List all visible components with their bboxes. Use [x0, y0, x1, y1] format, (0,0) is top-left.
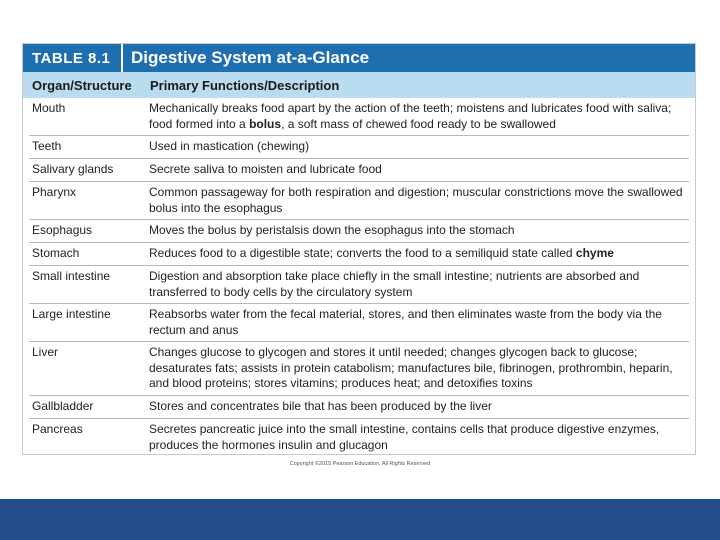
table-row [29, 159, 689, 182]
organ-description: Secrete saliva to moisten and lubricate food [149, 162, 382, 176]
table-row [29, 182, 689, 220]
table-row [29, 342, 689, 396]
organ-name: Gallbladder [32, 399, 94, 413]
organ-name: Stomach [32, 246, 80, 260]
table-row [29, 304, 689, 342]
organ-name: Esophagus [32, 223, 93, 237]
organ-name: Liver [32, 345, 59, 359]
organ-description: Digestion and absorption take place chiefly in the small intestine; nutrients are absorbed and transferred to body cells by the circulatory system [149, 269, 640, 299]
organ-description: Common passageway for both respiration and digestion; muscular constrictions move the swallowed bolus into the esophagus [149, 185, 683, 215]
column-header-organ: Organ/Structure [32, 77, 132, 93]
table-row [29, 266, 689, 304]
table-number: TABLE 8.1 [32, 49, 111, 67]
table-row [29, 98, 689, 136]
organ-description: Secretes pancreatic juice into the small intestine, contains cells that produce digestive enzymes, produces the hormones insulin and glucagon [149, 422, 660, 452]
table-row [29, 136, 689, 159]
organ-description: Mechanically breaks food apart by the action of the teeth; moistens and lubricates food with saliva; food formed into a bolus, a soft mass of chewed food ready to be swallowed [149, 101, 672, 131]
organ-description: Used in mastication (chewing) [149, 139, 310, 153]
organ-description: Reduces food to a digestible state; converts the food to a semiliquid state called chyme [149, 246, 614, 260]
organ-name: Mouth [32, 101, 66, 115]
table-row [29, 220, 689, 243]
organ-name: Salivary glands [32, 162, 114, 176]
organ-name: Small intestine [32, 269, 111, 283]
footer-band [0, 499, 720, 540]
organ-name: Pharynx [32, 185, 77, 199]
organ-description: Reabsorbs water from the fecal material, stores, and then eliminates waste from the body via the rectum and anus [149, 307, 662, 337]
column-header-row [23, 72, 695, 98]
organ-description: Stores and concentrates bile that has been produced by the liver [149, 399, 492, 413]
table-title-bar [23, 44, 695, 72]
organ-description: Changes glucose to glycogen and stores it until needed; changes glycogen back to glucose; desaturates fats; assists in protein catabolism; manufactures bile, fibrinogen, prothrombin, heparin, and blood proteins; stores vitamins; produces heat; and detoxifies toxins [149, 345, 673, 390]
table-title: Digestive System at-a-Glance [121, 44, 695, 72]
table-row [29, 243, 689, 266]
organ-name: Large intestine [32, 307, 111, 321]
table-row [29, 419, 689, 455]
organ-name: Pancreas [32, 422, 83, 436]
organ-description: Moves the bolus by peristalsis down the esophagus into the stomach [149, 223, 515, 237]
column-header-description: Primary Functions/Description [150, 77, 340, 93]
digestive-system-table [22, 43, 696, 455]
table-body [29, 98, 689, 455]
organ-name: Teeth [32, 139, 62, 153]
table-row [29, 396, 689, 419]
copyright-notice: Copyright ©2015 Pearson Education, All Rights Reserved [289, 461, 431, 467]
